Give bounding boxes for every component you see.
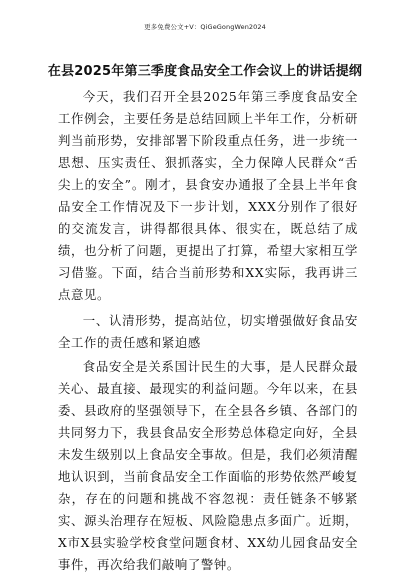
section-paragraph: 食品安全是关系国计民生的大事，是人民群众最关心、最直接、最现实的利益问题。今年以来，在县委、县政府的坚强领导下，在全县各乡镇、各部门的共同努力下，我县食品安全形势总体稳定向好，全县未发生级别以上食品安全事故。但是，我们必须清醒地认识到，当前食品安全工作面临的形势依然严峻复杂，存在的问题和挑战不容忽视：责任链条不够紧实、源头治理存在短板、风险隐患点多面广。近期，X市X县实验学校食堂问题食材、XX幼儿园食品安全事件，再次给我们敲响了警钟。 [58, 359, 358, 572]
header-note: 更多免费公文+V：QiGeGongWen2024 [144, 23, 266, 31]
section-heading: 一、认清形势，提高站位，切实增强做好食品安全工作的责任感和紧迫感 [58, 313, 358, 350]
intro-paragraph: 今天，我们召开全县2025年第三季度食品安全工作例会，主要任务是总结回顾上半年工作，分析研判当前形势，安排部署下阶段重点任务，进一步统一思想、压实责任、狠抓落实，全力保障人民群众“舌尖上的安全”。刚才，县食安办通报了全县上半年食品安全工作情况及下一步计划，XXX分别作了很好的交流发言，讲得都很具体、很实在，既总结了成绩，也分析了问题，更提出了打算，希望大家相互学习借鉴。下面，结合当前形势和XX实际，我再讲三点意见。 [58, 89, 358, 302]
document-title: 在县2025年第三季度食品安全工作会议上的讲话提纲 [47, 64, 363, 79]
document-body [58, 86, 358, 576]
